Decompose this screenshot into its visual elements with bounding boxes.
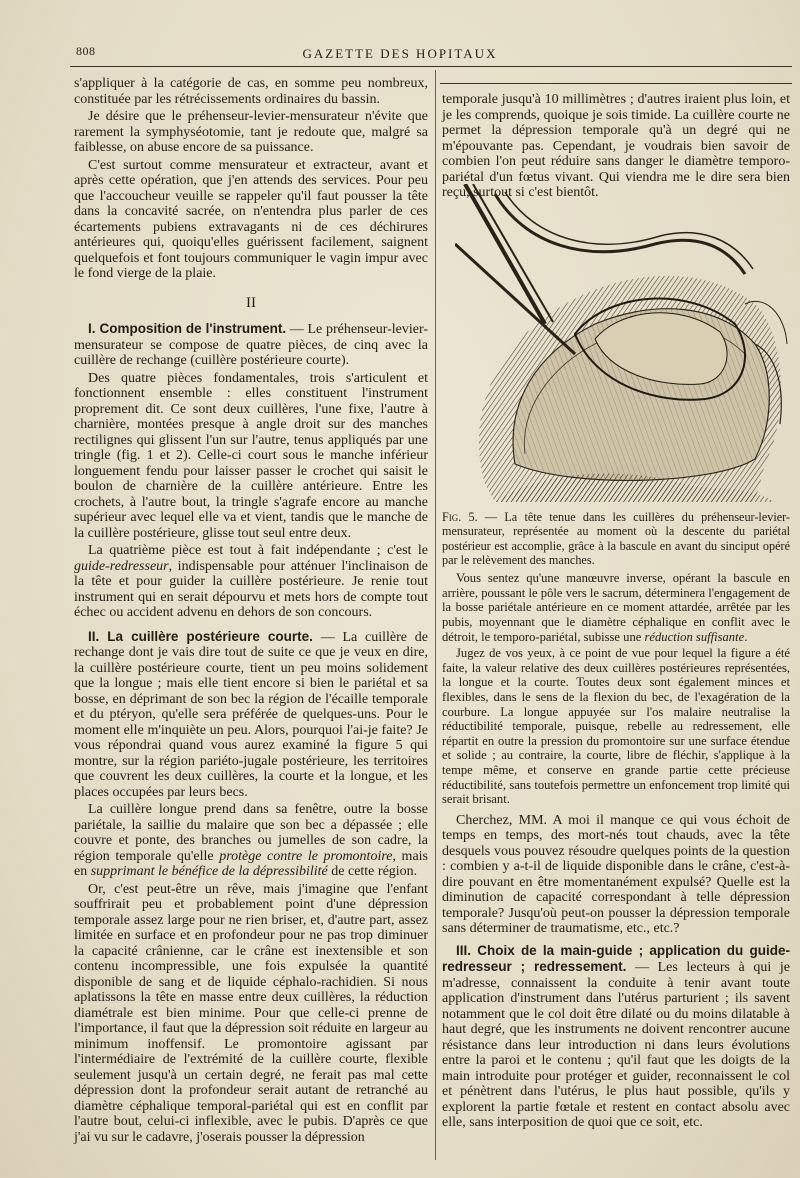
italic-term: guide-redresseur	[74, 558, 169, 574]
section-heading: I. Composition de l'instrument.	[88, 321, 287, 336]
paragraph: C'est surtout comme mensurateur et extracteur, avant et après cette opération, que j'en attends des services. Pour peu que l'accoucheur veuille se rappeler qu'il faut pousser la tête dans la concavité sacrée, on n'entendra plus parler de ces écartements pubiens extravagants ni de ces déchirures antérieures qui, quoiqu'elles guérissent facilement, saignent quelquefois et font toujours communiquer le vagin impur avec le fond vierge de la plaie.	[74, 157, 428, 281]
paragraph-text: La quatrième pièce est tout à fait indépendante ; c'est le	[88, 543, 428, 558]
paragraph: Or, c'est peut-être un rêve, mais j'imagine que l'enfant souffrirait peu et probablement point d'une dépression temporale assez large pour ne rien briser, et, d'autre part, assez limitée en surface et en profondeur pour ne pas trop diminuer la capacité crânienne, car le crâne est inextensible et son contenu incompressible, une fois expulsée la quantité disponible de sang et de liquide céphalo-rachidien. Si nous aplatissons la tête en masse entre deux cuillères, la réduction diamétrale est bien minime. Pour que celle-ci prenne de l'importance, il faut que la dépression soit réduite en largeur au minimum inoffensif. Le promontoire agissant par l'intermédiaire de l'extrémité de la cuillère courte, flexible seulement jusqu'à un certain degré, ne ferait pas mal cette dépression dont la profondeur serait autant de retranché au diamètre céphalique temporal-pariétal qui est en conflit par l'autre bout, celui-ci inflexible, avec le pubis. D'après ce que j'ai vu sur le cadavre, j'oserais pousser la dépression	[74, 881, 428, 1145]
figure-engraving	[455, 184, 790, 502]
paragraph-text: Vous sentez qu'une manœuvre inverse, opérant la bascule en arrière, poussant le pôle vers le sacrum, déterminera l'engagement de la bosse pariétale antérieure en ce moment attardée, arrêtée par les pubis, moyennant que le diamètre céphalique en conflit avec le détroit, le temporo-pariétal, subisse une	[442, 571, 790, 644]
paragraph: s'appliquer à la catégorie de cas, en somme peu nombreux, constituée par les rétrécissements ordinaires du bassin.	[74, 76, 428, 107]
paragraph-composition	[74, 321, 428, 369]
caption-text: — La tête tenue dans les cuillères du préhenseur-levier-mensurateur, représentée au moment où la descente du pariétal postérieur est accomplie, grâce à la bascule en avant du sinciput opéré par le relèvement des manches.	[442, 510, 790, 567]
paragraph	[74, 543, 428, 621]
italic-phrase: supprimant le bénéfice de la dépressibilité	[90, 864, 328, 879]
paragraph-text: .	[744, 629, 748, 644]
paragraph-text: La cuillère longue prend dans sa fenêtre, outre la bosse pariétale, la saillie du malaire que son bec a dépassée ; elle couvre et ponte, des branches ou jumelles de son cadre, la région temporale qu'elle	[74, 802, 428, 864]
column-divider	[435, 70, 436, 1160]
paragraph: Cherchez, MM. A moi il manque ce qui vous échoit de temps en temps, des mort-nés tout chauds, avec la tête desquels vous pouvez résoudre quelques points de la question : combien y a-t-il de liquide disponible dans le crâne, c'est-à-dire pouvant en être momentanément expulsé? Quelle est la diminution de capacité correspondant à telle dépression temporale? Jusqu'où peut-on pousser la dépression temporale sans déterminer de traumatisme, etc., etc.?	[442, 812, 790, 937]
paragraph	[74, 802, 428, 880]
paragraph-text: de cette région.	[327, 864, 418, 879]
right-column-bottom	[442, 510, 790, 1131]
paragraph: Je désire que le préhenseur-levier-mensurateur n'évite que rarement la symphyséotomie, tant je redoute que, malgré sa faiblesse, on abuse encore de sa puissance.	[74, 109, 428, 155]
paragraph: Jugez de vos yeux, à ce point de vue pour lequel la figure a été faite, la valeur relative des deux cuillères postérieures représentées, la longue et la courte. Toutes deux sont également minces et flexibles, dans le sens de la flexion du bec, de l'exagération de la courbure. La longue appuyée sur l'os malaire neutralise la réductibilité temporale, puisque, rebelle au redressement, elle répartit en outre la pression du promontoire sur une surface étendue et solide ; au contraire, la courte, libre de fléchir, s'applique à la tempe même, et conserve en grande partie cette précieuse réductibilité, sans toutefois permettre un enfoncement trop limité qui serait brisant.	[442, 646, 790, 807]
section-heading: III. Choix de la main-guide ; application du guide-redresseur ; redressement.	[442, 942, 790, 975]
figure-label: Fig. 5.	[442, 510, 478, 524]
figure-caption	[442, 510, 790, 567]
figure-5-illustration	[455, 184, 790, 502]
paragraph-text: — Les lecteurs à qui je m'adresse, connaissent la conduite à tenir avant toute application d'instrument dans l'utérus parturient ; ils savent notamment que le col doit être dilaté ou du moins dilatable à haut degré, que les instruments ne doivent rencontrer aucune résistance dans leur introduction ni dans leurs évolutions entre la paroi et le contenu ; qu'il faut que les doigts de la main introduite pour protéger et guider, reconnaissent le col et pénètrent dans l'utérus, le plus haut possible, qu'ils y explorent la partie fœtale et restent en contact absolu avec elle, sans interposition de quoi que ce soit, etc.	[442, 960, 790, 1131]
italic-phrase: protège contre le promontoire	[219, 848, 393, 864]
paragraph-text: , indispensable pour atténuer l'inclinaison de la tête et pour guider la cuillère postérieure. Je renie tout instrument qui en serait dépourvu et mets hors de compte tout échec ou accident advenu en dehors de son concours.	[74, 558, 428, 620]
top-rule	[440, 83, 792, 84]
italic-phrase: réduction suffisante	[644, 629, 745, 644]
paragraph	[442, 571, 790, 644]
left-column	[74, 76, 428, 1145]
paragraph-posterior-spoon	[74, 629, 428, 801]
journal-title: GAZETTE DES HOPITAUX	[302, 46, 498, 61]
section-numeral: II	[246, 294, 256, 311]
page-number: 808	[76, 44, 96, 58]
paragraph-text: , mais en	[74, 848, 428, 879]
paragraph-guide	[442, 943, 790, 1131]
paragraph: Des quatre pièces fondamentales, trois s'articulent et fonctionnent ensemble : elles constituent l'instrument proprement dit. Ce sont deux cuillères, l'une fixe, l'autre à charnière, montées presque à angle droit sur des manches rectilignes qui glissent l'un sur l'autre, tenus appliqués par une tringle (fig. 1 et 2). Celle-ci court sous le manche inférieur longuement fendu pour laisser passer le crochet qui saisit le boulon de charnière de la cuillère antérieure. Entre les crochets, à l'autre bout, la tringle s'agrafe encore au manche supérieur avec lequel elle va et vient, tandis que le manche de la cuillère postérieure, glisse tout seul entre deux.	[74, 370, 428, 541]
paragraph-text: — La cuillère de rechange dont je vais dire tout de suite ce que je veux en dire, la cuillère postérieure courte, tient un peu moins solidement que la longue ; mais elle tient encore si bien le pariétal et sa bosse, en déprimant de son bec la région de l'écaille temporale et du ptéryon, qu'elle sera préférée de quelques-uns. Pour le moment elle m'inquiète un peu. Alors, pourquoi l'ai-je faite? Je vous répondrai quand vous aurez examiné la figure 5 qui montre, sur la région pariéto-jugale postérieure, les territoires que couvrent les deux cuillères, la courte et la longue, et les places occupées par leurs becs.	[74, 629, 428, 800]
paragraph: temporale jusqu'à 10 millimètres ; d'autres iraient plus loin, et je les comprends, quoique je sois timide. La cuillère courte ne permet la dépression temporale qu'à un degré qui ne m'épouvante pas. Cependant, je voudrais bien savoir de combien l'on peut réduire sans danger le diamètre temporo-pariétal d'un fœtus vivant. Qui viendra me le dire sera bien reçu, surtout si c'est bientôt.	[442, 92, 790, 200]
paragraph-text: — Le préhenseur-levier-mensurateur se compose de quatre pièces, de cinq avec la cuillère de rechange (cuillère postérieure courte).	[74, 322, 428, 368]
section-heading: II. La cuillère postérieure courte.	[88, 628, 313, 644]
